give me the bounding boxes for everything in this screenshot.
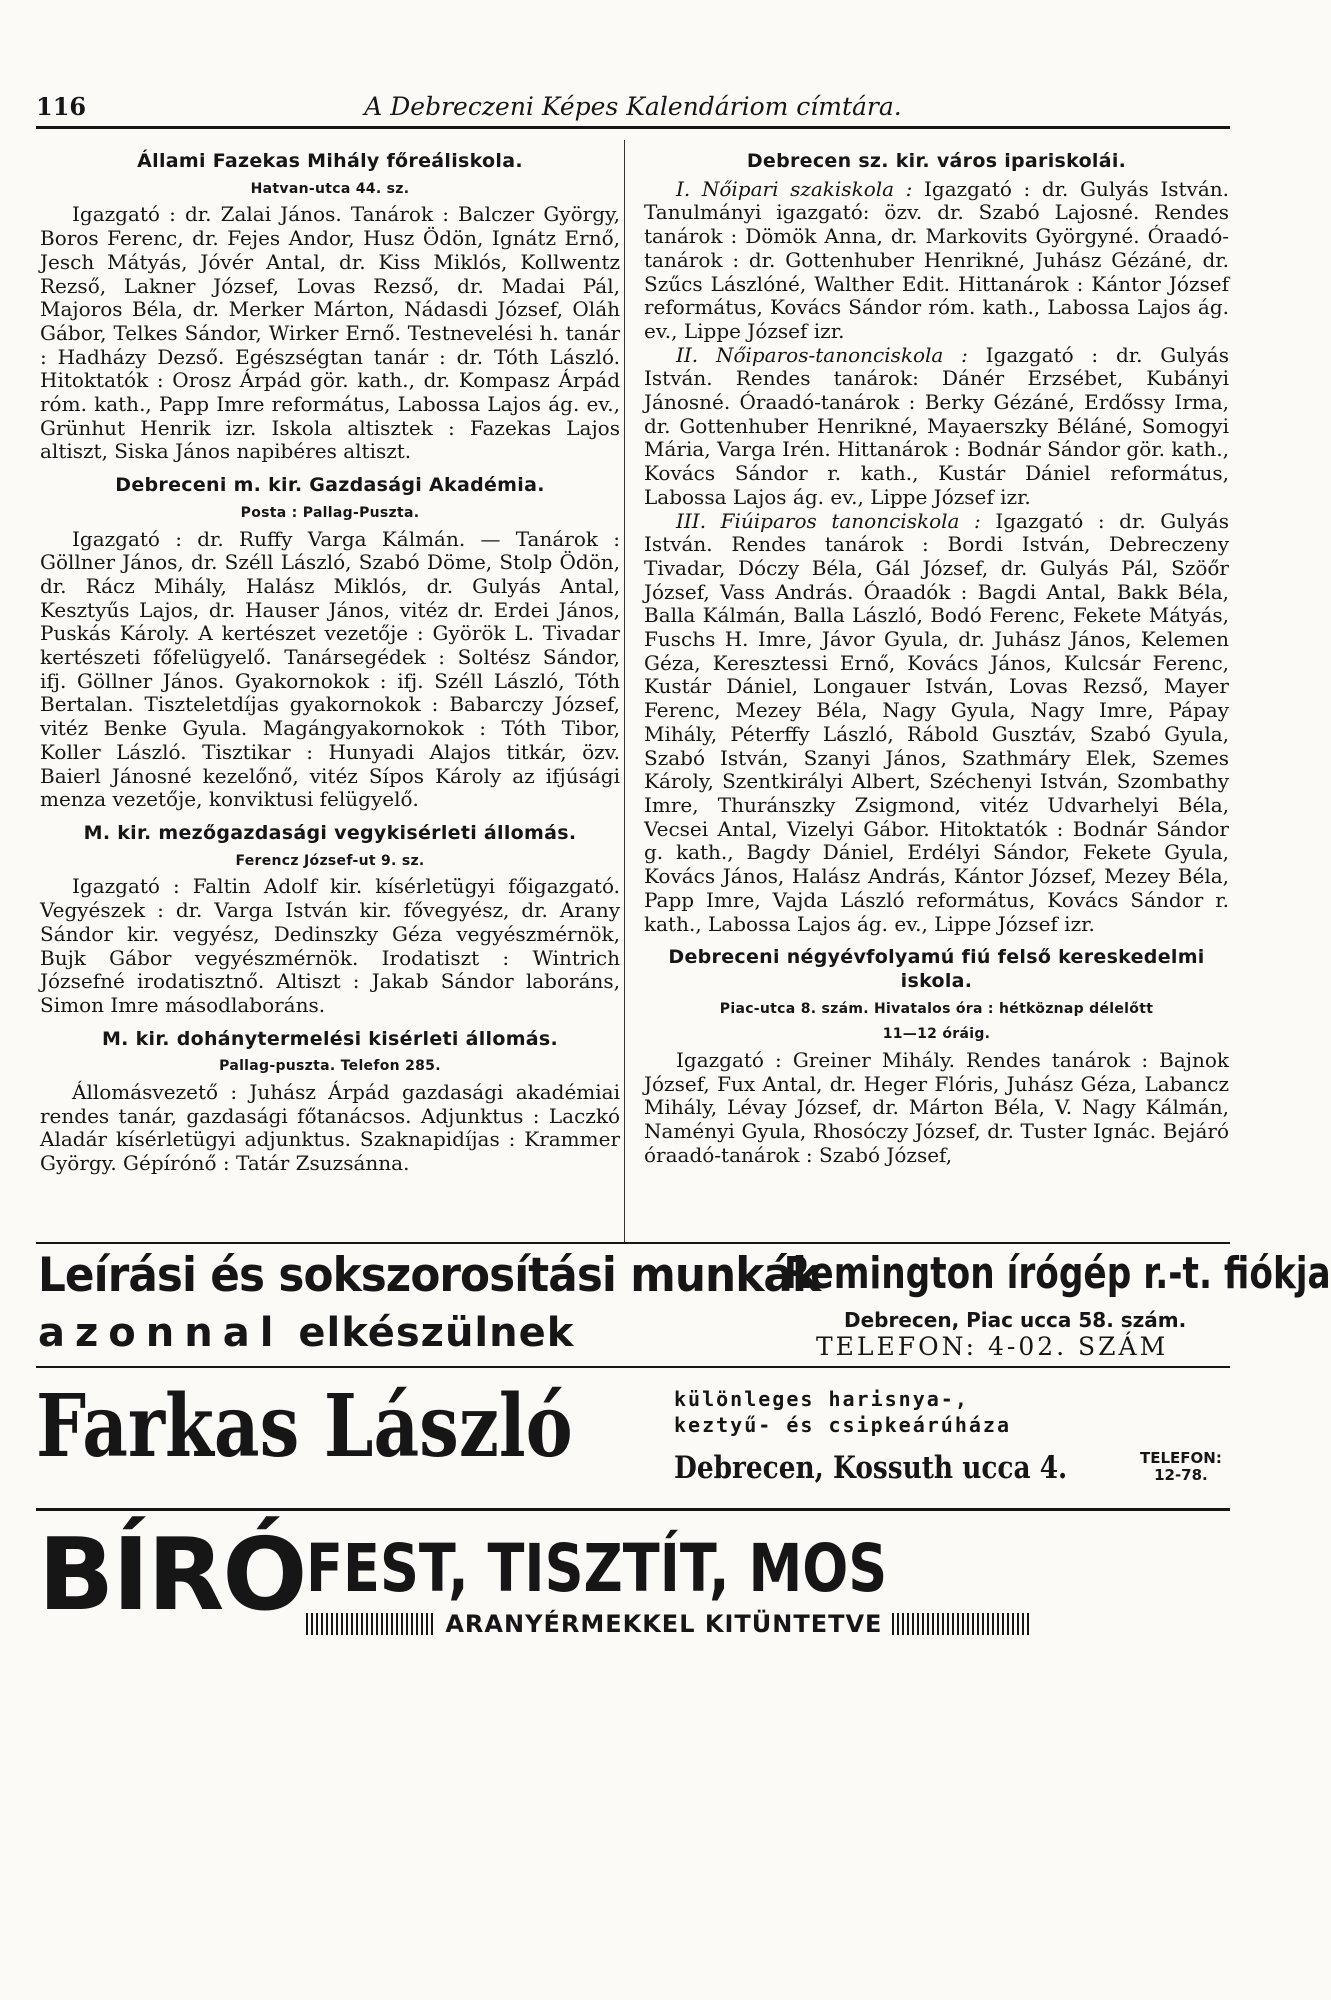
ad-tel-number: 12-78. [1154, 1466, 1208, 1484]
ad-phone: TELEFON: 4-02. SZÁM [816, 1332, 1169, 1361]
ad-subline [38, 1310, 574, 1356]
section-title: Debreceni négyévfolyamú fiú felső kereskedelmi iskola. [668, 946, 1205, 992]
ad-award-text: ARANYÉRMEKKEL KITÜNTETVE [445, 1610, 883, 1638]
ad-tel-label: TELEFON: [1140, 1449, 1222, 1467]
right-column [644, 150, 1229, 1168]
section-text: Igazgató : dr. Ruffy Varga Kálmán. — Tanárok : Göllner János, dr. Széll László, Szabó Döme, Stolp Ödön, dr. Rácz Mihály, Halász Miklós, dr. Gulyás Antal, Kesztyűs Lajos, dr. Hauser János, vitéz dr. Erdei János, Puskás Károly. A kertészet vezetője : Györök L. Tivadar kertészeti főfelügyelő. Tanársegédek : Soltész Sándor, ifj. Göllner János. Gyakornokok : ifj. Széll László, Tóth Bertalan. Tiszteletdíjas gyakornokok : Babarczy József, vitéz Benke Gyula. Magángyakornokok : Tóth Tibor, Koller László. Tisztikar : Hunyadi Alajos titkár, özv. Baierl Jánosné kezelőnő, vitéz Sípos Károly az ifjúsági menza vezetője, konviktusi felügyelő. [40, 526, 620, 812]
section-title: Debrecen sz. kir. város ipariskolái. [746, 150, 1127, 172]
section-subtitle: Ferencz József-ut 9. sz. [235, 852, 425, 869]
school-label: III. Fiúiparos tanonciskola : [676, 508, 981, 533]
ad-biro-name: BÍRÓ [38, 1516, 306, 1633]
section-subtitle: Posta : Pallag-Puszta. [240, 504, 420, 521]
ad-store-location: Debrecen, Kossuth ucca 4. [674, 1450, 1068, 1486]
section-text: Igazgató : dr. Zalai János. Tanárok : Balczer György, Boros Ferenc, dr. Fejes Andor, Husz Ödön, Ignátz Ernő, Jesch Mátyás, Jóvér Antal, dr. Kiss Miklós, Kollwentz Rezső, Lakner József, Lovas Rezső, dr. Madai Pál, Majoros Béla, dr. Merker Márton, Nádasdi József, Oláh Gábor, Telkes Sándor, Wirker Ernő. Testnevelési h. tanár : Hadházy Dezső. Egészségtan tanár : dr. Tóth László. Hitoktatók : Orosz Árpád gör. kath., dr. Kompasz Árpád róm. kath., Papp Imre református, Labossa Lajos ág. ev., Grünhut Henrik izr. Iskola altisztek : Fazekas Lajos altiszt, Siska János napibéres altiszt. [40, 202, 620, 464]
ad-farkas [36, 1376, 1230, 1516]
section-text: Igazgató : Greiner Mihály. Rendes tanárok : Bajnok József, Fux Antal, dr. Heger Flóris, Juhász Géza, Labancz Mihály, Lévay József, dr. Márton Béla, V. Nagy Kálmán, Naményi Gyula, Rhosóczy József, dr. Tuster Ignác. Bejáró óraadó-tanárok : Szabó József, [644, 1048, 1229, 1167]
section-subtitle: Hatvan-utca 44. sz. [250, 180, 410, 197]
running-title: A Debreczeni Képes Kalendáriom címtára. [364, 92, 902, 121]
school-entry [644, 178, 1229, 344]
school-text: Igazgató : dr. Gulyás István. Tanulmányi igazgató: özv. dr. Szabó Lajosné. Rendes tanárok : Dömök Anna, dr. Markovits Györgyné. Óraadó-tanárok : dr. Gottenhuber Henrikné, Juhász Gézáné, dr. Szűcs Lászlóné, Walther Edit. Hittanárok : Kántor József református, Kovács Sándor róm. kath., Labossa Lajos ág. ev., Lippe József izr. [644, 176, 1229, 343]
left-column [40, 150, 620, 1176]
school-entry [644, 510, 1229, 937]
ad-desc-line: különleges harisnya-, [674, 1387, 969, 1411]
school-entry [644, 344, 1229, 510]
section-text: Igazgató : Faltin Adolf kir. kísérletügyi főigazgató. Vegyészek : dr. Varga István kir. fővegyész, dr. Arany Sándor kir. vegyész, Dedinszky Géza vegyészmérnök, Bujk Gábor vegyészmérnök. Irodatiszt : Wintrich Józsefné irodatisztnő. Altiszt : Jakab Sándor laboráns, Simon Imre másodlaboráns. [40, 874, 620, 1017]
ad-store-phone [1140, 1450, 1222, 1484]
page-header [36, 92, 1230, 129]
page-number: 116 [36, 92, 87, 121]
section-title: Állami Fazekas Mihály főreáliskola. [137, 150, 523, 172]
section-subtitle: 11—12 óráig. [882, 1026, 991, 1043]
ad-biro-slogan: FEST, TISZTÍT, MOS [306, 1530, 888, 1607]
ad-subline-emphasis: azonnal [38, 1310, 284, 1356]
section-subtitle: Piac-utca 8. szám. Hivatalos óra : hétköznap délelőtt [719, 1000, 1154, 1017]
column-divider [624, 140, 625, 1243]
school-label: I. Nőipari szakiskola : [676, 176, 913, 201]
section-title: Debreceni m. kir. Gazdasági Akadémia. [115, 474, 545, 497]
ad-divider [36, 1366, 1230, 1368]
decorative-bars [306, 1613, 436, 1635]
ad-headline: Leírási és sokszorosítási munkák [38, 1248, 821, 1303]
decorative-bars [892, 1613, 1032, 1635]
ad-top-rule [36, 1242, 1230, 1244]
school-text: Igazgató : dr. Gulyás István. Rendes tanárok : Bordi István, Debreczeny Tivadar, Dóczy Béla, Gál József, dr. Gulyás Pál, Szöőr József, Vass András. Óraadók : Bagdi Antal, Bakk Béla, Balla Kálmán, Balla László, Bodó Ferenc, Fekete Mátyás, Fuschs H. Imre, Jávor Gyula, dr. Juhász János, Kelemen Géza, Keresztessi Ernő, Kovács János, Kulcsár Ferenc, Kustár Dániel, Longauer István, Lovas Rezső, Mayer Ferenc, Mezey Béla, Nagy Gyula, Nagy Imre, Pápay Mihály, Péterffy László, Rábold Gusztáv, Szabó Gyula, Szabó István, Szanyi János, Szathmáry Elek, Szemes Károly, Szentkirályi Albert, Széchenyi István, Szombathy Imre, Thuránszky Zsigmond, vitéz Udvarhelyi Béla, Vecsei Antal, Vizelyi Gábor. Hitoktatók : Bodnár Sándor g. kath., Bagdy Dániel, Erdélyi Sándor, Fekete Gyula, Kovács János, Halász András, Kántor József, Mezey Béla, Papp Imre, Vajda László református, Kovács Sándor r. kath., Labossa Lajos ág. ev., Lippe József izr. [644, 508, 1229, 936]
ad-address: Debrecen, Piac ucca 58. szám. [844, 1308, 1187, 1332]
section-title: M. kir. dohánytermelési kisérleti állomás. [101, 1027, 559, 1050]
section-text: Állomásvezető : Juhász Árpád gazdasági akadémiai rendes tanár, gazdasági főtanácsos. Adjunktus : Laczkó Aladár kísérletügyi adjunktus. Szaknapidíjas : Krammer György. Gépírónő : Tatár Zsuzsánna. [40, 1080, 620, 1176]
ad-biro-award [306, 1610, 1032, 1638]
ad-biro [36, 1516, 1230, 1720]
ad-desc-line: keztyű- és csipkeárúháza [674, 1413, 1011, 1437]
ad-divider [36, 1508, 1230, 1511]
section-subtitle: Pallag-puszta. Telefon 285. [219, 1058, 441, 1075]
school-label: II. Nőiparos-tanonciskola : [676, 342, 968, 367]
section-title: M. kir. mezőgazdasági vegykisérleti állomás. [83, 821, 577, 844]
ad-subline-rest: elkészülnek [298, 1310, 575, 1356]
ad-store-name: Farkas László [36, 1376, 573, 1477]
ad-store-description [674, 1386, 1234, 1438]
ad-company: Remington írógép r.-t. fiókja [784, 1248, 1331, 1299]
school-text: Igazgató : dr. Gulyás István. Rendes tanárok: Dánér Erzsébet, Kubányi Jánosné. Óraadó-tanárok : Berky Gézáné, Erdőssy Irma, dr. Gottenhuber Henrikné, Mayaerszky Béláné, Somogyi Mária, Varga Irén. Hittanárok : Bodnár Sándor gör. kath., Kovács Sándor r. kath., Kustár Dániel református, Labossa Lajos ág. ev., Lippe József izr. [644, 342, 1230, 509]
